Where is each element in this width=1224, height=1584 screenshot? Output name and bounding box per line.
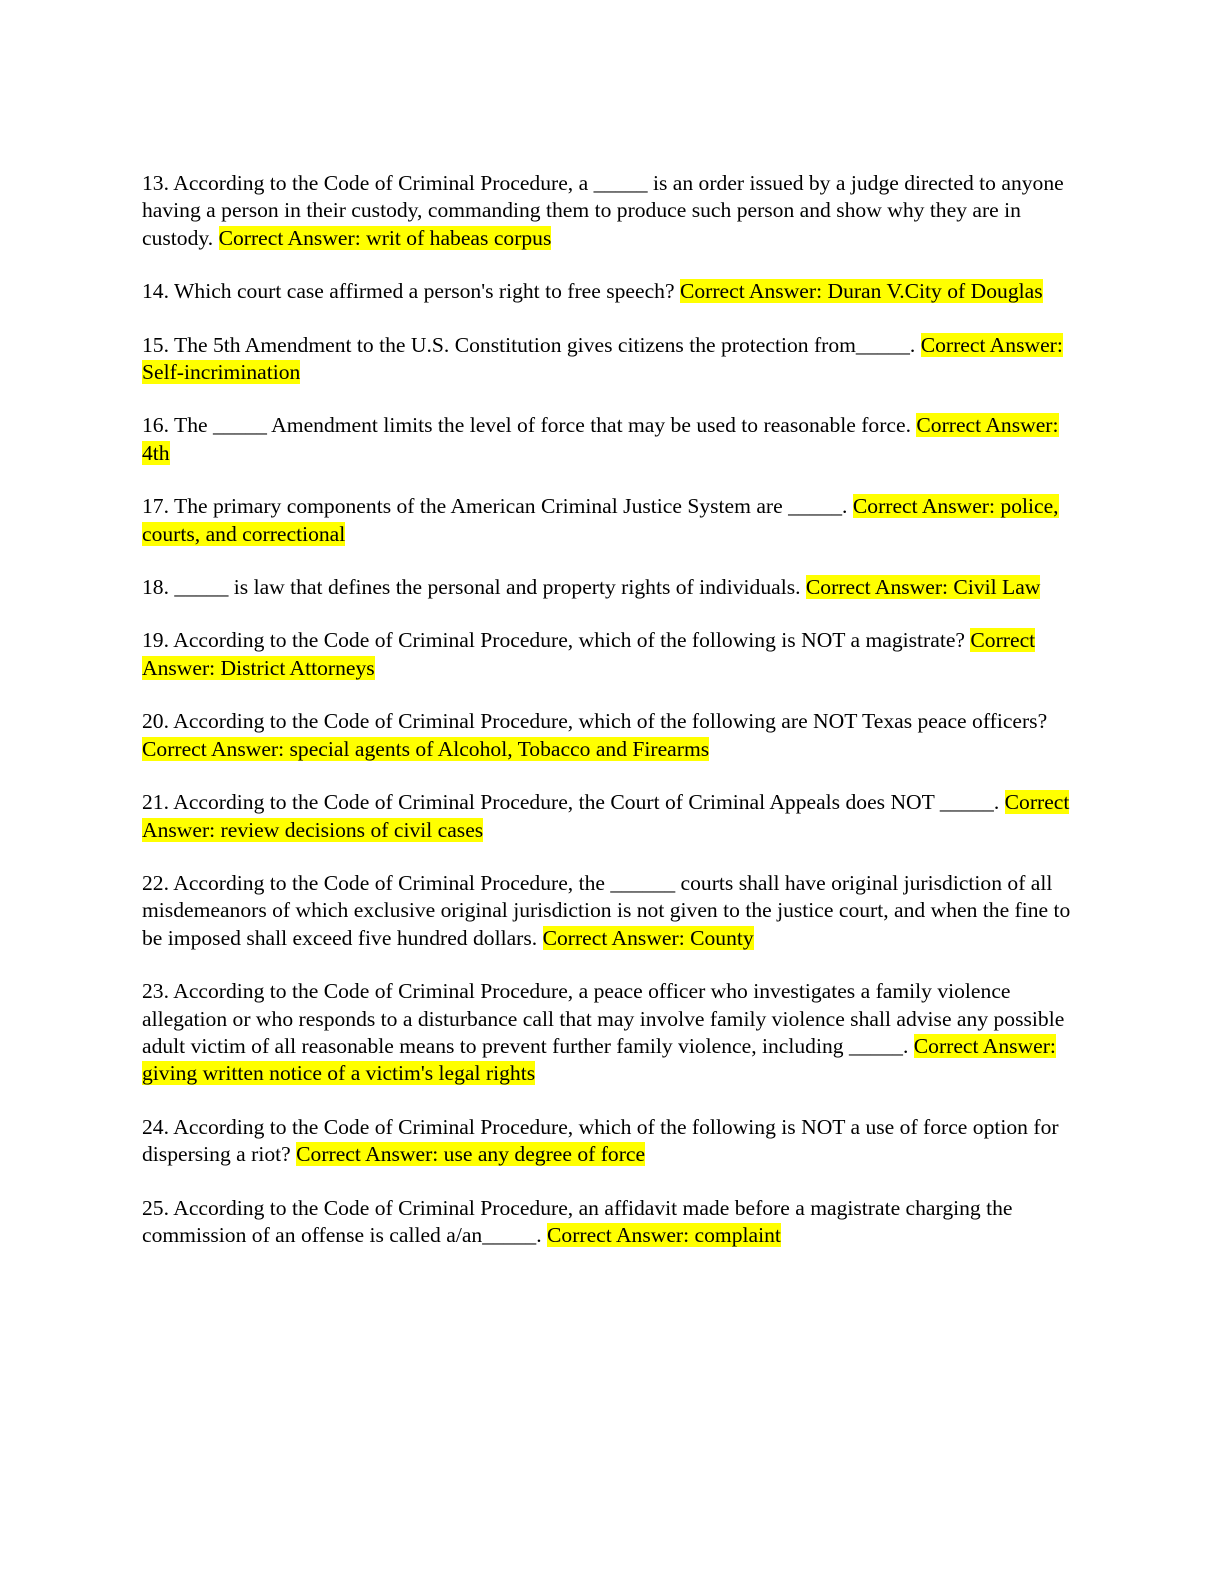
question-text: The 5th Amendment to the U.S. Constitution gives citizens the protection from_____. <box>174 332 916 357</box>
question-24 <box>142 1114 1077 1169</box>
correct-answer: Correct Answer: police, courts, and correctional <box>142 494 1059 546</box>
question-14 <box>142 278 1077 305</box>
document-page <box>142 170 1077 1275</box>
question-text: According to the Code of Criminal Procedure, which of the following is NOT a use of force option for dispersing a riot? <box>142 1114 1059 1167</box>
question-25 <box>142 1195 1077 1250</box>
question-number: 18. <box>142 575 169 600</box>
question-19 <box>142 627 1077 682</box>
question-15 <box>142 332 1077 387</box>
question-text: _____ is law that defines the personal and property rights of individuals. <box>174 575 801 600</box>
question-22 <box>142 870 1077 952</box>
question-number: 14. <box>142 279 169 304</box>
correct-answer: Correct Answer: County <box>542 925 754 950</box>
question-21 <box>142 789 1077 844</box>
question-text: According to the Code of Criminal Procedure, which of the following is NOT a magistrate? <box>173 628 965 653</box>
question-text: According to the Code of Criminal Procedure, which of the following are NOT Texas peace officers? <box>173 709 1048 734</box>
question-number: 23. <box>142 979 169 1004</box>
correct-answer: Correct Answer: Duran V.City of Douglas <box>679 279 1043 304</box>
question-number: 17. <box>142 494 169 519</box>
question-17 <box>142 493 1077 548</box>
question-text: The _____ Amendment limits the level of force that may be used to reasonable force. <box>174 413 911 438</box>
correct-answer: Correct Answer: Civil Law <box>805 575 1041 600</box>
question-18 <box>142 574 1077 601</box>
question-text: The primary components of the American Criminal Justice System are _____. <box>174 494 848 519</box>
question-text: According to the Code of Criminal Procedure, an affidavit made before a magistrate charging the commission of an offense is called a/an_____. <box>142 1195 1013 1247</box>
question-number: 15. <box>142 332 169 357</box>
question-number: 20. <box>142 709 169 734</box>
question-13 <box>142 170 1077 252</box>
question-text: According to the Code of Criminal Procedure, the Court of Criminal Appeals does NOT _____. <box>173 790 1000 815</box>
question-number: 13. <box>142 171 169 195</box>
question-number: 24. <box>142 1114 169 1139</box>
question-number: 19. <box>142 628 169 653</box>
question-number: 21. <box>142 790 169 815</box>
question-23 <box>142 978 1077 1088</box>
correct-answer: Correct Answer: 4th <box>142 413 1059 465</box>
correct-answer: Correct Answer: District Attorneys <box>142 628 1036 680</box>
question-number: 16. <box>142 413 169 438</box>
correct-answer: Correct Answer: Self-incrimination <box>142 332 1063 385</box>
correct-answer: Correct Answer: review decisions of civil cases <box>142 790 1070 842</box>
question-text: Which court case affirmed a person's right to free speech? <box>174 279 675 304</box>
question-20 <box>142 708 1077 763</box>
question-number: 25. <box>142 1195 169 1220</box>
correct-answer: Correct Answer: complaint <box>547 1222 781 1247</box>
correct-answer: Correct Answer: use any degree of force <box>296 1142 646 1167</box>
question-text: According to the Code of Criminal Procedure, the ______ courts shall have original jurisdiction of all misdemeanors of which exclusive original jurisdiction is not given to the justice court, and when the fine to be imposed shall exceed five hundred dollars. <box>142 870 1071 950</box>
question-16 <box>142 412 1077 467</box>
correct-answer: Correct Answer: giving written notice of a victim's legal rights <box>142 1033 1056 1086</box>
question-number: 22. <box>142 870 169 895</box>
correct-answer: Correct Answer: special agents of Alcohol, Tobacco and Firearms <box>142 736 710 761</box>
correct-answer: Correct Answer: writ of habeas corpus <box>218 225 552 250</box>
question-text: According to the Code of Criminal Procedure, a peace officer who investigates a family violence allegation or who responds to a disturbance call that may involve family violence shall advise any possible adult victim of all reasonable means to prevent further family violence, including _____. <box>142 979 1065 1058</box>
question-text: According to the Code of Criminal Procedure, a _____ is an order issued by a judge directed to anyone having a person in their custody, commanding them to produce such person and show why they are in custody. <box>142 171 1064 250</box>
